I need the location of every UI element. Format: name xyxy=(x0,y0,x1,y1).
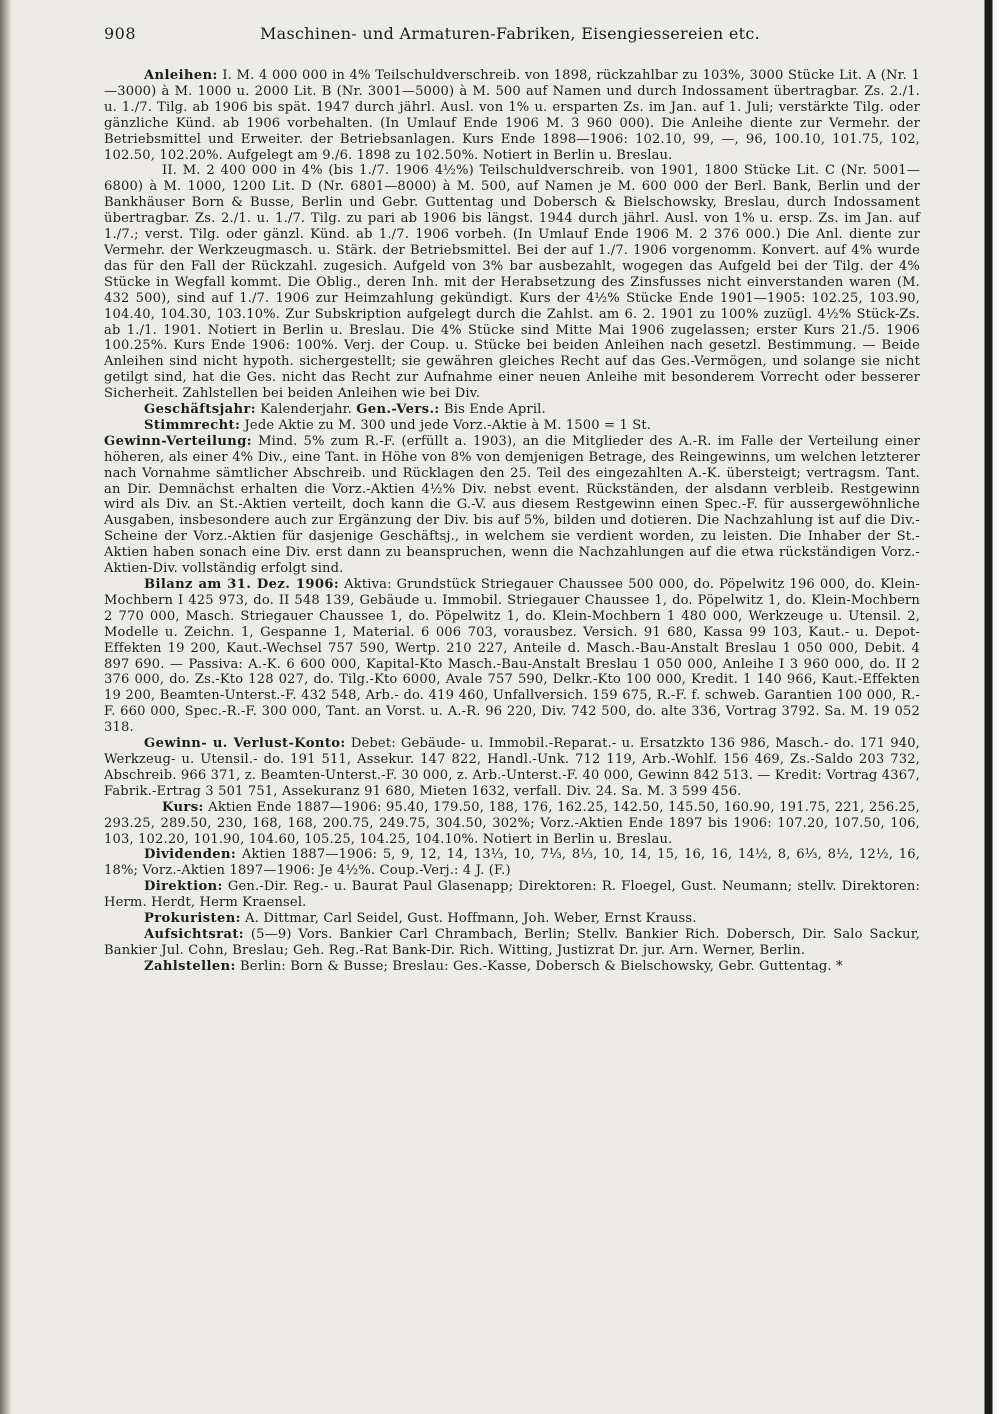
prokuristen-label: Prokuristen: xyxy=(144,911,241,927)
page-number: 908 xyxy=(104,24,137,43)
geschaeftsjahr-text: Kalenderjahr. xyxy=(260,402,352,418)
stimmrecht-label: Stimmrecht: xyxy=(144,417,241,433)
direktion-paragraph xyxy=(104,879,920,911)
gen-vers-label: Gen.-Vers.: xyxy=(356,402,440,418)
geschaeftsjahr-label: Geschäftsjahr: xyxy=(144,402,256,418)
stimmrecht-text: Jede Aktie zu M. 300 und jede Vorz.-Aktie à M. 1500 = 1 St. xyxy=(244,417,652,433)
kurs-label: Kurs: xyxy=(162,799,204,815)
dividenden-label: Dividenden: xyxy=(144,847,237,863)
zahlstellen-label: Zahlstellen: xyxy=(144,958,236,974)
aufsichtsrat-paragraph xyxy=(104,927,920,959)
direktion-text: Gen.-Dir. Reg.- u. Baurat Paul Glasenapp; Direktoren: R. Floegel, Gust. Neumann; stellv. Direktoren: Herm. Herdt, Herm Kraensel. xyxy=(104,879,920,911)
anleihen-paragraph xyxy=(104,68,920,163)
company-entry-text xyxy=(104,68,920,975)
stimmrecht-paragraph xyxy=(104,418,920,434)
gewinn-verlust-label: Gewinn- u. Verlust-Konto: xyxy=(144,736,346,752)
zahlstellen-paragraph xyxy=(104,959,920,975)
gewinnverteilung-text: Mind. 5% zum R.-F. (erfüllt a. 1903), an die Mitglieder des A.-R. im Falle der Verteilung einer höheren, als einer 4% Div., eine Tant. in Höhe von 8% von demjenigen Betrage, des Reingewinns, um welchen letzterer nach Vornahme sämtlicher Abschreib. und Rücklagen den 25. Teil des eingezahlten A.-K. übersteigt; vertragsm. Tant. an Dir. Demnächst erhalten die Vorz.-Aktien 4½% Div. nebst event. Rückständen, der alsdann verbleib. Restgewinn wird als Div. an St.-Aktien verteilt, doch kann die G.-V. aus diesem Restgewinn einen Spec.-F. für aussergewöhnliche Ausgaben, insbesondere auch zur Ergänzung der Div. bis auf 5%, bilden und dotieren. Die Nachzahlung ist auf die Div.-Scheine der Vorz.-Aktien für dasjenige Geschäftsj., in welchem sie verdient worden, zu leisten. Die Inhaber der St.-Aktien haben sonach eine Div. erst dann zu beanspruchen, wenn die Nachzahlungen auf die etwa rückständigen Vorz.-Aktien-Div. vollständig erfolgt sind. xyxy=(104,433,921,577)
prokuristen-text: A. Dittmar, Carl Seidel, Gust. Hoffmann, Joh. Weber, Ernst Krauss. xyxy=(245,911,697,927)
page-edge-shadow xyxy=(968,0,1000,1414)
book-binding-shadow xyxy=(0,0,12,1414)
gewinn-verlust-paragraph xyxy=(104,736,920,800)
dividenden-text: Aktien 1887—1906: 5, 9, 12, 14, 13⅓, 10, 7⅓, 8⅓, 10, 14, 15, 16, 16, 14½, 8, 6⅓, 8½, 12½, 16, 18%; Vorz.-Aktien 1897—1906: Je 4½%. Coup.-Verj.: 4 J. (F.) xyxy=(104,847,921,879)
kurs-paragraph xyxy=(104,800,920,848)
anleihen-ii-paragraph xyxy=(104,163,920,402)
aufsichtsrat-label: Aufsichtsrat: xyxy=(144,926,245,942)
zahlstellen-text: Berlin: Born & Busse; Breslau: Ges.-Kasse, Dobersch & Bielschowsky, Gebr. Guttentag. * xyxy=(240,958,843,974)
anleihen-label: Anleihen: xyxy=(144,68,218,83)
running-title: Maschinen- und Armaturen-Fabriken, Eisengiessereien etc. xyxy=(260,24,761,43)
dividenden-paragraph xyxy=(104,847,920,879)
prokuristen-paragraph xyxy=(104,911,920,927)
anleihen-text: I. M. 4 000 000 in 4% Teilschuldverschreib. von 1898, rückzahlbar zu 103%, 3000 Stücke Lit. A (Nr. 1—3000) à M. 1000 u. 2000 Lit. B (Nr. 3001—5000) à M. 500 auf Namen und durch Indossament übertragbar. Zs. 2./1. u. 1./7. Tilg. ab 1906 bis spät. 1947 durch jährl. Ausl. von 1% u. ersparten Zs. im Jan. auf 1. Juli; verstärkte Tilg. oder gänzliche Künd. ab 1906 vorbehalten. (In Umlauf Ende 1906 M. 3 960 000). Die Anleihe diente zur Vermehr. der Betriebsmittel und Erweiter. der Betriebsanlagen. Kurs Ende 1898—1906: 102.10, 99, —, 96, 100.10, 101.75, 102, 102.50, 102.20%. Aufgelegt am 9./6. 1898 zu 102.50%. Notiert in Berlin u. Breslau. xyxy=(104,68,920,163)
direktion-label: Direktion: xyxy=(144,879,223,895)
bilanz-paragraph xyxy=(104,577,920,736)
anleihen-ii-text: II. M. 2 400 000 in 4% (bis 1./7. 1906 4½%) Teilschuldverschreib. von 1901, 1800 Stücke Lit. C (Nr. 5001—6800) à M. 1000, 1200 Lit. D (Nr. 6801—8000) à M. 500, auf Namen je M. 600 000 der Berl. Bank, Berlin und der Bankhäuser Born & Busse, Berlin und Gebr. Guttentag und Dobersch & Bielschowsky, Breslau, durch Indossament übertragbar. Zs. 2./1. u. 1./7. Tilg. zu pari ab 1906 bis längst. 1944 durch jährl. Ausl. von 1% u. ersp. Zs. im Jan. auf 1./7.; verst. Tilg. oder gänzl. Künd. ab 1./7. 1906 vorbeh. (In Umlauf Ende 1906 M. 2 376 000.) Die Anl. diente zur Vermehr. der Werkzeugmasch. u. Stärk. der Betriebsmittel. Bei der auf 1./7. 1906 vorgenomm. Konvert. auf 4% wurde das für den Fall der Rückzahl. zugesich. Aufgeld von 3% bar ausbezahlt, wogegen das Aufgeld bei der Tilg. der 4% Stücke in Wegfall kommt. Die Oblig., deren Inh. mit der Herabsetzung des Zinsfusses nicht einverstanden waren (M. 432 500), sind auf 1./7. 1906 zur Heimzahlung gekündigt. Kurs der 4½% Stücke Ende 1901—1905: 102.25, 103.90, 104.40, 104.30, 103.10%. Zur Subskription aufgelegt durch die Zahlst. am 6. 2. 1901 zu 100% zuzügl. 4½% Stück-Zs. ab 1./1. 1901. Notiert in Berlin u. Breslau. Die 4% Stücke sind Mitte Mai 1906 zugelassen; erster Kurs 21./5. 1906 100.25%. Kurs Ende 1906: 100%. Verj. der Coup. u. Stücke bei beiden Anleihen nach gesetzl. Bestimmung. — Beide Anleihen sind nicht hypoth. sichergestellt; sie gewähren gleiches Recht auf das Ges.-Vermögen, und solange sie nicht getilgt sind, hat die Ges. nicht das Recht zur Aufnahme einer neuen Anleihe mit besonderem Vorrecht oder besserer Sicherheit. Zahlstellen bei beiden Anleihen wie bei Div. xyxy=(104,163,920,402)
bilanz-text: Aktiva: Grundstück Striegauer Chaussee 500 000, do. Pöpelwitz 196 000, do. Klein-Mochbern I 425 973, do. II 548 139, Gebäude u. Immobil. Striegauer Chaussee 1, do. Pöpelwitz 1, do. Klein-Mochbern 2 770 000, Masch. Striegauer Chaussee 1, do. Pöpelwitz 1, do. Klein-Mochbern 1 480 000, Werkzeuge u. Utensil. 2, Modelle u. Zeichn. 1, Gespanne 1, Material. 6 006 703, vorausbez. Versich. 91 680, Kassa 99 103, Kaut.- u. Depot-Effekten 19 200, Kaut.-Wechsel 757 590, Wertp. 210 227, Anteile d. Masch.-Bau-Anstalt Breslau 1 050 000, Debit. 4 897 690. — Passiva: A.-K. 6 600 000, Kapital-Kto Masch.-Bau-Anstalt Breslau 1 050 000, Anleihe I 3 960 000, do. II 2 376 000, do. Zs.-Kto 128 027, do. Tilg.-Kto 6000, Avale 757 590, Delkr.-Kto 100 000, Kredit. 1 140 966, Kaut.-Effekten 19 200, Beamten-Unterst.-F. 432 548, Arb.- do. 419 460, Unfallversich. 159 675, R.-F. f. schweb. Garantien 100 000, R.-F. 660 000, Spec.-R.-F. 300 000, Tant. an Vorst. u. A.-R. 96 220, Div. 742 500, do. alte 336, Vortrag 3792. Sa. M. 19 052 318. xyxy=(104,577,920,736)
kurs-text: Aktien Ende 1887—1906: 95.40, 179.50, 188, 176, 162.25, 142.50, 145.50, 160.90, 191.75, 221, 256.25, 293.25, 289.50, 230, 168, 168, 200.75, 249.75, 304.50, 302%; Vorz.-Aktien Ende 1897 bis 1906: 107.20, 107.50, 106, 103, 102.20, 101.90, 104.60, 105.25, 104.25, 104.10%. Notiert in Berlin u. Breslau. xyxy=(104,799,920,847)
aufsichtsrat-text: (5—9) Vors. Bankier Carl Chrambach, Berlin; Stellv. Bankier Rich. Dobersch, Dir. Salo Sackur, Bankier Jul. Cohn, Breslau; Geh. Reg.-Rat Bank-Dir. Rich. Witting, Justizrat Dr. jur. Arn. Werner, Berlin. xyxy=(104,926,921,958)
page-header xyxy=(104,24,924,48)
geschaeftsjahr-paragraph xyxy=(104,402,920,418)
bilanz-label: Bilanz am 31. Dez. 1906: xyxy=(144,577,340,592)
gewinnverteilung-label: Gewinn-Verteilung: xyxy=(104,433,253,449)
gewinnverteilung-paragraph xyxy=(104,434,920,577)
gen-vers-text: Bis Ende April. xyxy=(443,402,546,418)
gewinn-verlust-text: Debet: Gebäude- u. Immobil.-Reparat.- u. Ersatzkto 136 986, Masch.- do. 171 940, Werkzeug- u. Utensil.- do. 191 511, Assekur. 147 822, Handl.-Unk. 712 119, Arb.-Wohlf. 156 469, Zs.-Saldo 203 732, Abschreib. 966 371, z. Beamten-Unterst.-F. 30 000, z. Arb.-Unterst.-F. 40 000, Gewinn 842 513. — Kredit: Vortrag 4367, Fabrik.-Ertrag 3 501 751, Assekuranz 91 680, Mieten 1632, verfall. Div. 24. Sa. M. 3 599 456. xyxy=(104,736,920,799)
